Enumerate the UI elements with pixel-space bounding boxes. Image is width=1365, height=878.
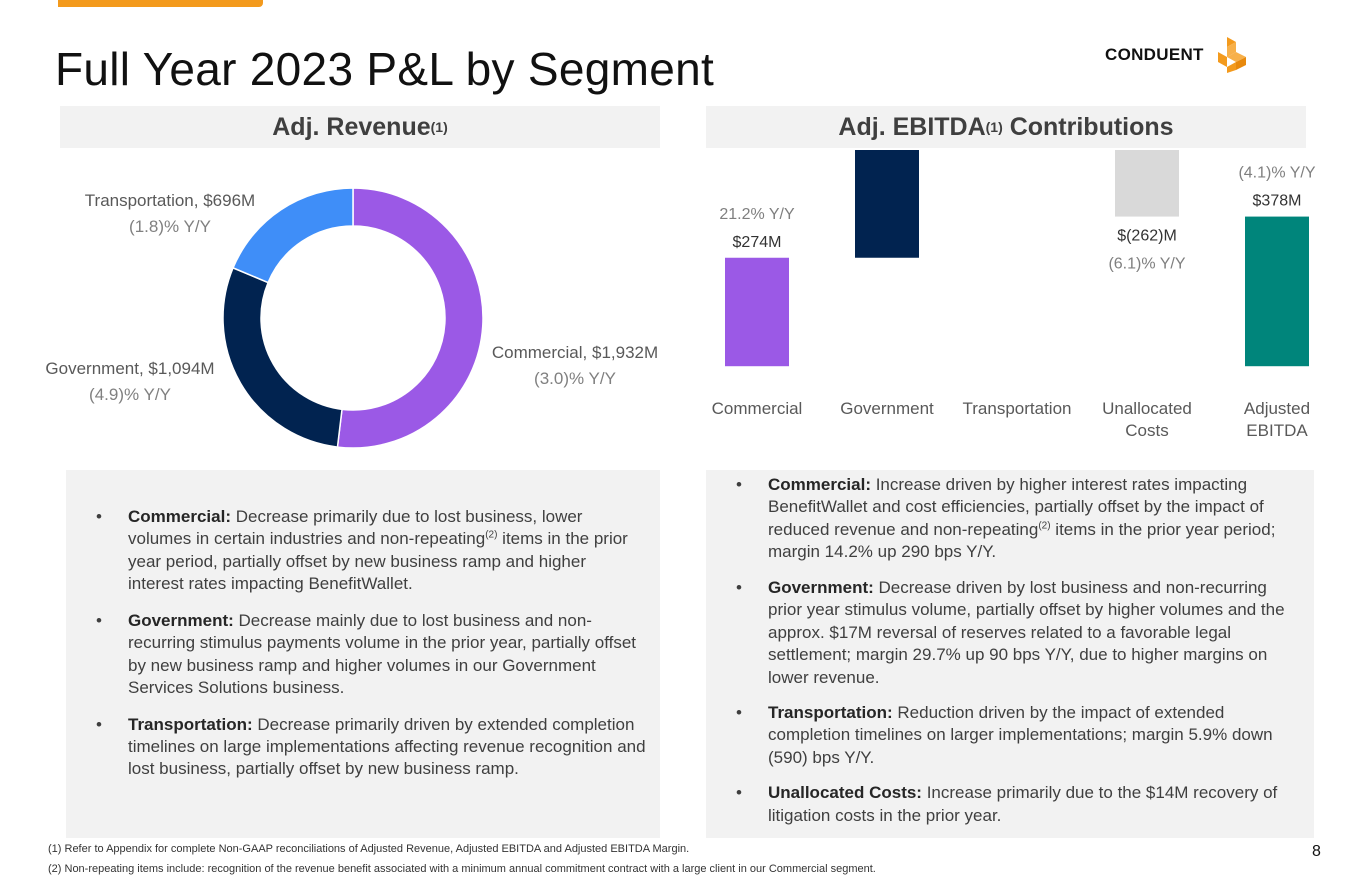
- ebitda-bullet-footnote-ref: (2): [1038, 520, 1051, 532]
- ebitda-bullet-text: Increase driven by higher interest rates impacting BenefitWallet and cost efficiencies, partially offset by the impact of reduced revenue and non-repeating: [768, 475, 1264, 539]
- revenue-bullet-label: Transportation:: [128, 714, 253, 734]
- conduent-logo-mark-icon: [1210, 35, 1250, 75]
- waterfall-value-label-commercial: $274M: [732, 233, 782, 251]
- revenue-bullet-item: [66, 506, 660, 596]
- ebitda-bullet-text: Decrease driven by lost business and non-recurring prior year stimulus volume, partially offset by higher volumes and the approx. $17M reversal of reserves related to a favorable legal settlement; margin 29.7% up 90 bps Y/Y, due to higher margins on lower revenue.: [768, 577, 1285, 687]
- revenue-bullet-text-continued: items in the prior year period, partially offset by new business ramp and higher interest rates impacting BenefitWallet.: [128, 529, 628, 594]
- revenue-panel-header: [60, 106, 660, 148]
- ebitda-bullet-item: [706, 702, 1314, 769]
- page-title: Full Year 2023 P&L by Segment: [55, 43, 715, 95]
- waterfall-bar-adjusted-ebitda: [1245, 217, 1309, 367]
- footnote-1: (1) Refer to Appendix for complete Non-GAAP reconciliations of Adjusted Revenue, Adjusted EBITDA and Adjusted EBITDA Margin.: [48, 843, 690, 855]
- ebitda-header-suffix: Contributions: [1002, 112, 1174, 141]
- accent-bar: [58, 0, 263, 7]
- company-logo: [1105, 34, 1250, 76]
- donut-slice-commercial: [337, 188, 483, 448]
- ebitda-bullet-item: [706, 577, 1314, 689]
- ebitda-header-footnote-ref: (1): [985, 119, 1003, 135]
- waterfall-category-label-government: Government: [840, 399, 934, 418]
- revenue-bullet-text: Decrease primarily due to lost business, lower volumes in certain industries and non-repeating: [128, 507, 583, 549]
- waterfall-bar-government: [855, 150, 919, 258]
- donut-label-commercial-change: (3.0)% Y/Y: [534, 368, 616, 388]
- waterfall-category-label-unallocated-costs: Unallocated: [1102, 399, 1192, 418]
- donut-label-commercial-name: Commercial, $1,932M: [491, 343, 659, 362]
- revenue-bullet-item: [66, 714, 660, 781]
- donut-label-commercial: [480, 340, 670, 391]
- ebitda-bullet-text: Increase primarily due to the $14M recovery of litigation costs in the prior year.: [768, 783, 1278, 825]
- ebitda-bullet-item: [706, 474, 1314, 564]
- ebitda-panel-header: [706, 106, 1306, 148]
- waterfall-category-label-transportation: Transportation: [962, 399, 1072, 418]
- donut-label-government-name: Government, $1,094M: [45, 359, 215, 378]
- revenue-bullet-label: Government:: [128, 610, 234, 630]
- ebitda-commentary-list: [706, 474, 1314, 827]
- waterfall-category-label-commercial: Commercial: [711, 399, 803, 418]
- waterfall-change-label-adjusted-ebitda: (4.1)% Y/Y: [1238, 164, 1316, 182]
- revenue-bullet-text: Decrease primarily driven by extended completion timelines on large implementations affecting revenue recognition and lost business, partially offset by new business ramp.: [128, 714, 646, 779]
- revenue-bullet-footnote-ref: (2): [485, 529, 498, 541]
- revenue-header-footnote-ref: (1): [430, 119, 448, 135]
- waterfall-change-label-unallocated-costs: (6.1)% Y/Y: [1108, 255, 1186, 273]
- ebitda-bullet-text-continued: items in the prior year period; margin 14.2% up 290 bps Y/Y.: [768, 519, 1276, 562]
- donut-label-government: [30, 356, 230, 407]
- ebitda-bullet-text: Reduction driven by the impact of extended completion timelines on larger implementations; margin 5.9% down (590) bps Y/Y.: [768, 702, 1273, 767]
- logo-text: CONDUENT: [1105, 45, 1204, 64]
- revenue-header-text: Adj. Revenue: [272, 112, 431, 141]
- waterfall-category-label-adjusted-ebitda: Adjusted: [1243, 399, 1311, 418]
- ebitda-bullet-item: [706, 782, 1314, 827]
- donut-label-transportation: [60, 188, 280, 239]
- ebitda-bullet-label: Government:: [768, 577, 874, 597]
- revenue-bullet-item: [66, 610, 660, 700]
- revenue-bullet-label: Commercial:: [128, 507, 231, 526]
- ebitda-bullet-label: Unallocated Costs:: [768, 783, 922, 803]
- revenue-bullet-text: Decrease mainly due to lost business and non-recurring stimulus payments volume in the prior year, partially offset by new business ramp and higher volumes in our Government Services Solutions business.: [128, 610, 637, 698]
- donut-label-government-change: (4.9)% Y/Y: [89, 384, 171, 404]
- ebitda-waterfall-chart: [690, 150, 1350, 450]
- donut-slice-government: [223, 268, 342, 447]
- ebitda-bullet-label: Commercial:: [768, 475, 871, 494]
- ebitda-commentary-box: [706, 470, 1314, 838]
- footnote-2: (2) Non-repeating items include: recognition of the revenue benefit associated with a minimum annual commitment contract with a large client in our Commercial segment.: [48, 863, 876, 875]
- ebitda-header-text: Adj. EBITDA: [838, 112, 986, 141]
- waterfall-bar-commercial: [725, 258, 789, 366]
- revenue-commentary-list: [66, 506, 660, 781]
- waterfall-change-label-commercial: 21.2% Y/Y: [719, 205, 795, 223]
- donut-label-transportation-change: (1.8)% Y/Y: [129, 216, 211, 236]
- donut-label-transportation-name: Transportation, $696M: [84, 191, 256, 210]
- waterfall-bar-unallocated-costs: [1115, 150, 1179, 217]
- waterfall-category-label-unallocated-costs: Costs: [1125, 421, 1169, 440]
- revenue-commentary-box: [66, 470, 660, 838]
- page-number: 8: [1312, 843, 1321, 860]
- waterfall-value-label-unallocated-costs: $(262)M: [1117, 227, 1177, 245]
- waterfall-value-label-adjusted-ebitda: $378M: [1252, 192, 1302, 210]
- waterfall-category-label-adjusted-ebitda: EBITDA: [1246, 421, 1308, 440]
- ebitda-bullet-label: Transportation:: [768, 702, 893, 722]
